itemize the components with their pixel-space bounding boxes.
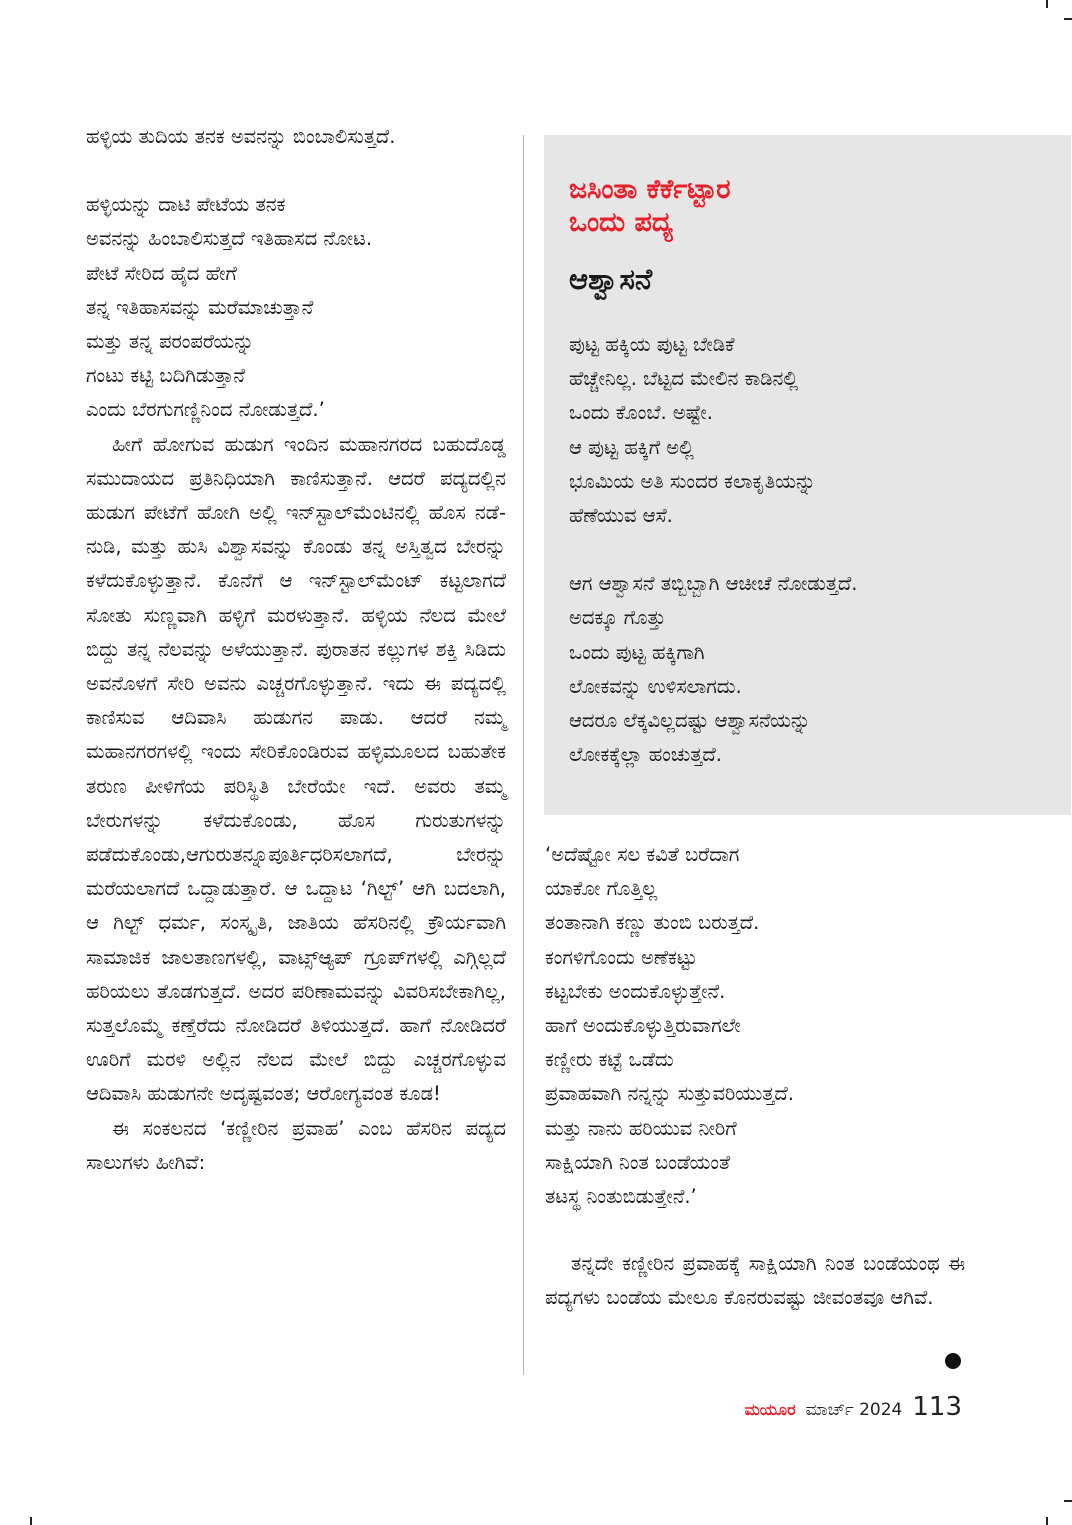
verse-line: ಗಂಟು ಕಟ್ಟಿ ಬದಿಗಿಡುತ್ತಾನೆ xyxy=(86,364,246,388)
poem-line: ಹೆಚ್ಚೇನಿಲ್ಲ. ಬೆಟ್ಟದ ಮೇಲಿನ ಕಾಡಿನಲ್ಲಿ xyxy=(569,367,799,391)
poem-box xyxy=(544,135,1071,815)
poem-line: ಭೂಮಿಯ ಅತಿ ಸುಂದರ ಕಲಾಕೃತಿಯನ್ನು xyxy=(569,469,816,493)
quote-line: ಹಾಗೆ ಅಂದುಕೊಳ್ಳುತ್ತಿರುವಾಗಲೇ xyxy=(545,1014,741,1038)
poem-line: ಒಂದು ಪುಟ್ಟ ಹಕ್ಕಿಗಾಗಿ xyxy=(569,640,705,664)
magazine-logo: ಮಯೂರ xyxy=(744,1400,796,1419)
crop-mark-right-lower xyxy=(1064,1500,1072,1502)
crop-mark-right-top xyxy=(1064,18,1072,20)
closing-section xyxy=(545,1247,965,1315)
quote-line: ಕಂಗಳಿಗೊಂದು ಅಣೆಕಟ್ಟು xyxy=(545,945,698,969)
poem-line: ಆಗ ಆಶ್ವಾಸನೆ ತಬ್ಬಿಬ್ಬಾಗಿ ಆಚೀಚೆ ನೋಡುತ್ತದೆ. xyxy=(569,572,858,596)
verse-line: ಎಂದು ಬೆರಗುಗಣ್ಣಿನಿಂದ ನೋಡುತ್ತದೆ.’ xyxy=(86,398,325,422)
issue-date: ಮಾರ್ಚ್ 2024 xyxy=(805,1400,903,1420)
quote-line: ಪ್ರವಾಹವಾಗಿ ನನ್ನನ್ನು ಸುತ್ತುವರಿಯುತ್ತದೆ. xyxy=(545,1082,794,1106)
closing-paragraph: ತನ್ನದೇ ಕಣ್ಣೀರಿನ ಪ್ರವಾಹಕ್ಕೆ ಸಾಕ್ಷಿಯಾಗಿ ನಿಂತ ಬಂಡೆಯಂಥ ಈ ಪದ್ಯಗಳು ಬಂಡೆಯ ಮೇಲೂ ಕೊನರುವಷ್ಟು ಜೀವಂತವೂ ಆಗಿವೆ. xyxy=(545,1252,965,1310)
poem-line: ಆದರೂ ಲೆಕ್ಕವಿಲ್ಲದಷ್ಟು ಆಶ್ವಾಸನೆಯನ್ನು xyxy=(569,709,811,733)
poem-line: ಪುಟ್ಟ ಹಕ್ಕಿಯ ಪುಟ್ಟ ಬೇಡಿಕೆ xyxy=(569,333,735,356)
verse-line: ಪೇಟೆ ಸೇರಿದ ಹೈದ ಹೇಗೆ xyxy=(86,261,237,285)
crop-mark-right-bottom xyxy=(1046,1517,1048,1525)
quote-line: ತಂತಾನಾಗಿ ಕಣ್ಣು ತುಂಬಿ ಬರುತ್ತದೆ. xyxy=(545,911,760,935)
body-paragraph: ಹೀಗೆ ಹೋಗುವ ಹುಡುಗ ಇಂದಿನ ಮಹಾನಗರದ ಬಹುದೊಡ್ಡ ಸಮುದಾಯದ ಪ್ರತಿನಿಧಿಯಾಗಿ ಕಾಣಿಸುತ್ತಾನೆ. ಆದರೆ ಪದ್ಯದಲ್ಲಿನ ಹುಡುಗ ಪೇಟೆಗೆ ಹೋಗಿ ಅಲ್ಲಿ ಇನ್‌ಸ್ಟಾಲ್‌ಮೆಂಟಿನಲ್ಲಿ ಹೊಸ ನಡೆ- ನುಡಿ, ಮತ್ತು ಹುಸಿ ವಿಶ್ವಾಸವನ್ನು ಕೊಂಡು ತನ್ನ ಅಸ್ತಿತ್ವದ ಬೇರನ್ನು ಕಳೆದುಕೊಳ್ಳುತ್ತಾನೆ. ಕೊನೆಗೆ ಆ ಇನ್‌ಸ್ಟಾಲ್‌ಮೆಂಟ್ ಕಟ್ಟಲಾಗದೆ ಸೋತು ಸುಣ್ಣವಾಗಿ ಹಳ್ಳಿಗೆ ಮರಳುತ್ತಾನೆ. ಹಳ್ಳಿಯ ನೆಲದ ಮೇಲೆ ಬಿದ್ದು ತನ್ನ ನೆಲವನ್ನು ಅಳೆಯುತ್ತಾನೆ. ಪುರಾತನ ಕಲ್ಲುಗಳ ಶಕ್ತಿ ಸಿಡಿದು ಅವನೊಳಗೆ ಸೇರಿ ಅವನು ಎಚ್ಚರಗೊಳ್ಳುತ್ತಾನೆ. ಇದು ಈ ಪದ್ಯದಲ್ಲಿ ಕಾಣಿಸುವ ಆದಿವಾಸಿ ಹುಡುಗನ ಪಾಡು. ಆದರೆ ನಮ್ಮ ಮಹಾನಗರಗಳಲ್ಲಿ ಇಂದು ಸೇರಿಕೊಂಡಿರುವ ಹಳ್ಳಿಮೂಲದ ಬಹುತೇಕ ತರುಣ ಪೀಳಿಗೆಯ ಪರಿಸ್ಥಿತಿ ಬೇರೆಯೇ ಇದೆ. ಅವರು ತಮ್ಮ ಬೇರುಗಳನ್ನು ಕಳೆದುಕೊಂಡು, ಹೊಸ ಗುರುತುಗಳನ್ನು ಪಡೆದುಕೊಂಡು,ಆಗುರುತನ್ನೂಪೂರ್ತಿಧರಿಸಲಾಗದೆ, ಬೇರನ್ನು ಮರೆಯಲಾಗದೆ ಒದ್ದಾಡುತ್ತಾರೆ. ಆ ಒದ್ದಾಟ ‘ಗಿಲ್ಟ್’ ಆಗಿ ಬದಲಾಗಿ, ಆ ಗಿಲ್ಟ್ ಧರ್ಮ, ಸಂಸ್ಕೃತಿ, ಜಾತಿಯ ಹೆಸರಿನಲ್ಲಿ ಕ್ರೌರ್ಯವಾಗಿ ಸಾಮಾಜಿಕ ಜಾಲತಾಣಗಳಲ್ಲಿ, ವಾಟ್ಸ್‌ಆ್ಯಪ್ ಗ್ರೂಪ್‌ಗಳಲ್ಲಿ ಎಗ್ಗಿಲ್ಲದೆ ಹರಿಯಲು ತೊಡಗುತ್ತದೆ. ಅದರ ಪರಿಣಾಮವನ್ನು ವಿವರಿಸಬೇಕಾಗಿಲ್ಲ, ಸುತ್ತಲೊಮ್ಮೆ ಕಣ್ತೆರೆದು ನೋಡಿದರೆ ತಿಳಿಯುತ್ತದೆ. ಹಾಗೆ ನೋಡಿದರೆ ಊರಿಗೆ ಮರಳಿ ಅಲ್ಲಿನ ನೆಲದ ಮೇಲೆ ಬಿದ್ದು ಎಚ್ಚರಗೊಳ್ಳುವ ಆದಿವಾಸಿ ಹುಡುಗನೇ ಅದೃಷ್ಟವಂತ; ಆರೋಗ್ಯವಂತ ಕೂಡ! xyxy=(86,432,506,1106)
poem-line: ಒಂದು ಕೊಂಬೆ. ಅಷ್ಟೇ. xyxy=(569,401,713,425)
quote-line: ಮತ್ತು ನಾನು ಹರಿಯುವ ನೀರಿಗೆ xyxy=(545,1116,737,1140)
page-footer xyxy=(745,1392,962,1422)
series-title: ಜಸಿಂತಾ ಕೆರ್ಕೆಟ್ಟಾರ ಒಂದು ಪದ್ಯ xyxy=(569,174,731,238)
poem-line: ಅದಕ್ಕೂ ಗೊತ್ತು xyxy=(569,606,666,630)
quote-line: ಕಟ್ಟಬೇಕು ಅಂದುಕೊಳ್ಳುತ್ತೇನೆ. xyxy=(545,979,726,1003)
verse-line: ಹಳ್ಳಿಯನ್ನು ದಾಟಿ ಪೇಟೆಯ ತನಕ xyxy=(86,193,286,217)
stanza-gap xyxy=(569,533,857,567)
crop-mark-top xyxy=(1046,0,1048,8)
poem-line: ಲೋಕವನ್ನು ಉಳಿಸಲಾಗದು. xyxy=(569,674,742,698)
left-column xyxy=(86,120,506,1180)
page-number: 113 xyxy=(912,1392,962,1422)
verse-line: ಅವನನ್ನು ಹಿಂಬಾಲಿಸುತ್ತದೆ ಇತಿಹಾಸದ ನೋಟ. xyxy=(86,227,373,251)
end-mark-icon xyxy=(945,1353,961,1369)
poem-line: ಹೆಣೆಯುವ ಆಸೆ. xyxy=(569,504,673,528)
quoted-poem xyxy=(545,838,794,1214)
quote-line: ಕಣ್ಣೀರು ಕಟ್ಟೆ ಒಡೆದು xyxy=(545,1048,674,1072)
quote-line: ತಟಸ್ಥ ನಿಂತುಬಿಡುತ್ತೇನೆ.’ xyxy=(545,1185,697,1209)
crop-mark-left-bottom xyxy=(30,1517,32,1525)
column-divider xyxy=(523,135,524,1375)
poem-body xyxy=(569,328,857,772)
body-paragraph: ಈ ಸಂಕಲನದ ‘ಕಣ್ಣೀರಿನ ಪ್ರವಾಹ’ ಎಂಬ ಹೆಸರಿನ ಪದ್ಯದ ಸಾಲುಗಳು ಹೀಗಿವೆ: xyxy=(86,1116,506,1174)
quote-line: ಯಾಕೋ ಗೊತ್ತಿಲ್ಲ xyxy=(545,877,658,901)
poem-line: ಆ ಪುಟ್ಟ ಹಕ್ಕಿಗೆ ಅಲ್ಲಿ xyxy=(569,435,694,459)
quote-line: ‘ಅದೆಷ್ಟೋ ಸಲ ಕವಿತೆ ಬರೆದಾಗ xyxy=(545,843,740,866)
left-verse xyxy=(86,188,506,427)
quote-line: ಸಾಕ್ಷಿಯಾಗಿ ನಿಂತ ಬಂಡೆಯಂತೆ xyxy=(545,1150,731,1174)
verse-line: ಮತ್ತು ತನ್ನ ಪರಂಪರೆಯನ್ನು xyxy=(86,330,254,354)
poem-title: ಆಶ್ವಾಸನೆ xyxy=(569,262,653,296)
left-first-line: ಹಳ್ಳಿಯ ತುದಿಯ ತನಕ ಅವನನ್ನು ಬಿಂಬಾಲಿಸುತ್ತದೆ. xyxy=(86,125,396,148)
poem-line: ಲೋಕಕ್ಕೆಲ್ಲಾ ಹಂಚುತ್ತದೆ. xyxy=(569,743,722,767)
verse-line: ತನ್ನ ಇತಿಹಾಸವನ್ನು ಮರೆಮಾಚುತ್ತಾನೆ xyxy=(86,295,314,319)
